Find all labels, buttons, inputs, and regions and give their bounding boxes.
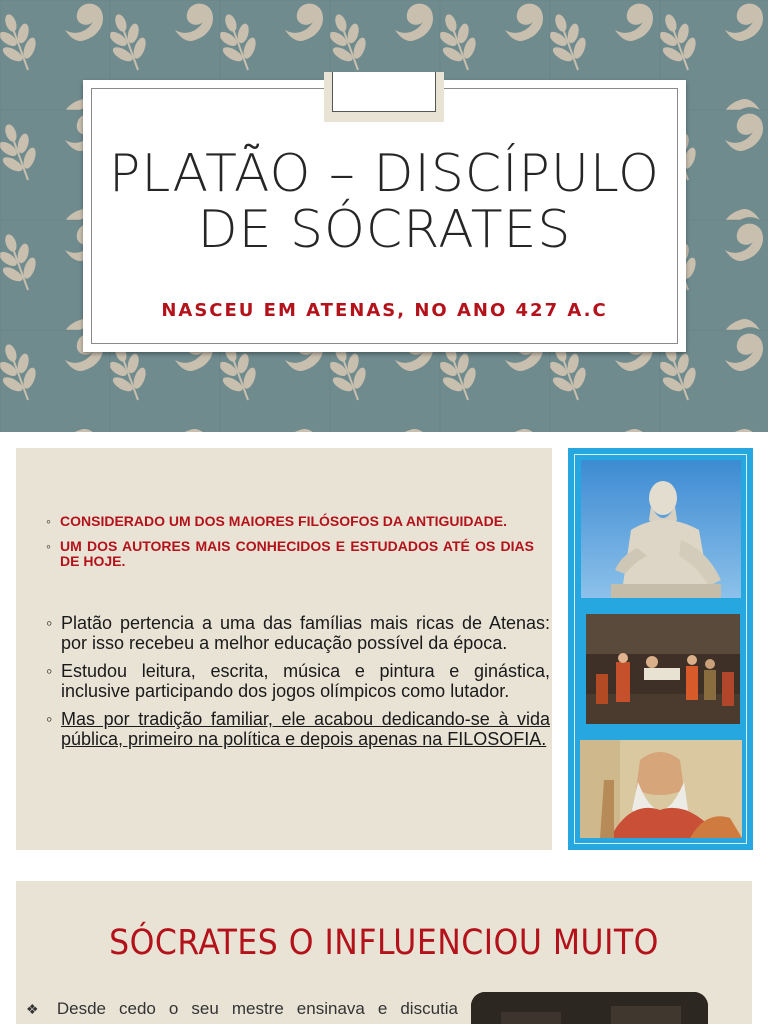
bullet-item-text: Mas por tradição familiar, ele acabou dedicando-se à vida pública, primeiro na política e depois apenas na FILOSOFIA. [61,709,550,749]
title-slide [0,0,768,432]
title-card-tab-inner [332,72,436,112]
title-card [83,80,686,352]
bullet-item-text: Desde cedo o seu mestre ensinava e discutia [56,999,458,1018]
death-of-socrates-painting [586,614,740,724]
highlight-list [46,514,534,579]
plato-statue-image [581,460,741,598]
slide-subtitle: NASCEU EM ATENAS, NO ANO 427 A.C [161,300,608,321]
biography-slide [0,432,768,865]
bullet-item-underlined [46,709,550,749]
influence-slide [16,881,752,1024]
diamond-bullet-icon: ❖ [26,1001,47,1017]
highlight-item: ◦ UM DOS AUTORES MAIS CONHECIDOS E ESTUDADOS ATÉ OS DIAS DE HOJE. [46,539,534,569]
bullet-item: ◦ Estudou leitura, escrita, música e pintura e ginástica, inclusive participando dos jogos olímpicos como lutador. [46,661,550,701]
slide-title-line1: PLATÃO – DISCÍPULO [109,144,660,204]
plato-portrait-painting [580,740,742,838]
bullet-item [26,999,458,1019]
highlight-item: ◦ CONSIDERADO UM DOS MAIORES FILÓSOFOS DA ANTIGUIDADE. [46,514,534,529]
bullet-list [46,613,550,757]
image-panel [568,448,753,850]
bullet-item: ◦ Platão pertencia a uma das famílias mais ricas de Atenas: por isso recebeu a melhor educação possível da época. [46,613,550,653]
slide-title [83,146,686,258]
slide-title-line2: DE SÓCRATES [197,200,572,260]
slide-heading: SÓCRATES O INFLUENCIOU MUITO [109,923,659,963]
title-card-tab [324,72,444,122]
socrates-photo [471,992,708,1024]
text-panel [16,448,552,850]
